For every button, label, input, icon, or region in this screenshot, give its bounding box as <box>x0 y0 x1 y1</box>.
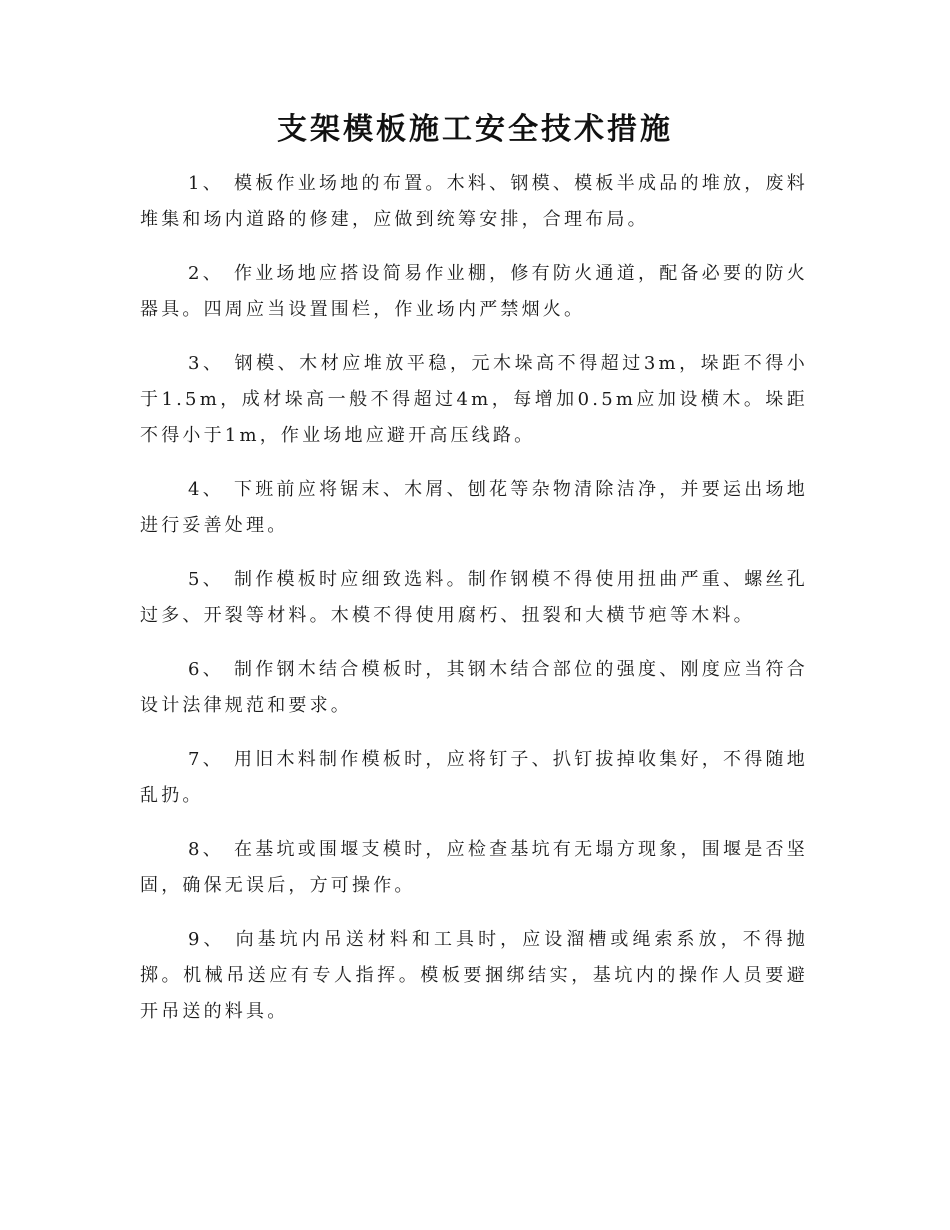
item-number: 5、 <box>188 569 224 590</box>
item-number: 2、 <box>188 263 224 284</box>
item-text: 下班前应将锯末、木屑、刨花等杂物清除洁净，并要运出场地进行妥善处理。 <box>140 479 808 536</box>
document-body <box>140 166 808 1048</box>
list-item <box>140 256 808 328</box>
item-text: 制作钢木结合模板时，其钢木结合部位的强度、刚度应当符合设计法律规范和要求。 <box>140 659 808 716</box>
item-text: 模板作业场地的布置。木料、钢模、模板半成品的堆放，废料堆集和场内道路的修建，应做到统筹安排，合理布局。 <box>140 173 808 230</box>
item-number: 1、 <box>188 173 224 194</box>
item-number: 7、 <box>188 749 224 770</box>
list-item <box>140 472 808 544</box>
list-item <box>140 166 808 238</box>
item-text: 作业场地应搭设简易作业棚，修有防火通道，配备必要的防火器具。四周应当设置围栏，作业场内严禁烟火。 <box>140 263 808 320</box>
item-text: 向基坑内吊送材料和工具时，应设溜槽或绳索系放，不得抛掷。机械吊送应有专人指挥。模板要捆绑结实，基坑内的操作人员要避开吊送的料具。 <box>140 929 808 1022</box>
list-item <box>140 832 808 904</box>
list-item <box>140 742 808 814</box>
list-item <box>140 346 808 454</box>
item-number: 4、 <box>188 479 224 500</box>
item-number: 9、 <box>188 929 226 950</box>
item-number: 6、 <box>188 659 224 680</box>
item-number: 3、 <box>188 353 225 374</box>
item-text: 在基坑或围堰支模时，应检查基坑有无塌方现象，围堰是否坚固，确保无误后，方可操作。 <box>140 839 808 896</box>
page-title: 支架模板施工安全技术措施 <box>277 112 673 147</box>
list-item <box>140 562 808 634</box>
item-text: 钢模、木材应堆放平稳，元木垛高不得超过3m，垛距不得小于1.5m，成材垛高一般不得超过4m，每增加0.5m应加设横木。垛距不得小于1m，作业场地应避开高压线路。 <box>140 353 809 446</box>
list-item <box>140 652 808 724</box>
item-text: 用旧木料制作模板时，应将钉子、扒钉拔掉收集好，不得随地乱扔。 <box>140 749 808 806</box>
item-text: 制作模板时应细致选料。制作钢模不得使用扭曲严重、螺丝孔过多、开裂等材料。木模不得使用腐朽、扭裂和大横节疤等木料。 <box>140 569 808 626</box>
item-number: 8、 <box>188 839 224 860</box>
list-item <box>140 922 808 1030</box>
